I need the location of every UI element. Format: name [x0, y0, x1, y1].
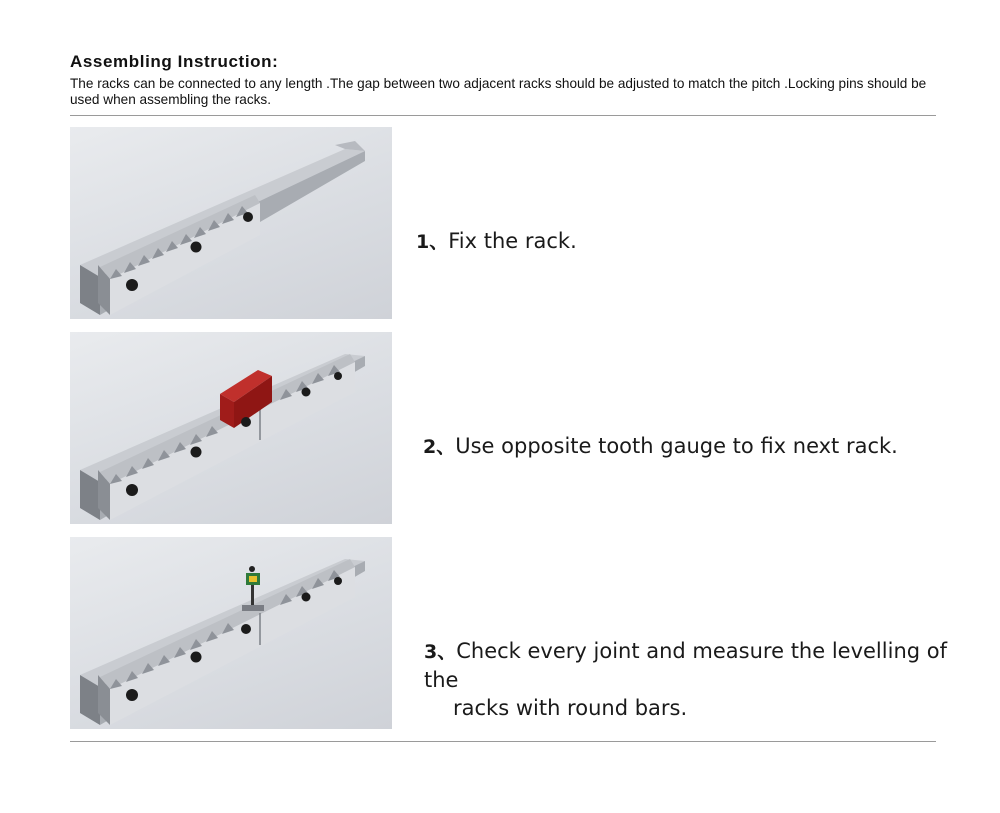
bottom-divider [70, 741, 936, 742]
step-3-text: Check every joint and measure the levelling of the [424, 639, 947, 692]
step-2 [423, 432, 898, 459]
rack-image-step-3 [70, 537, 392, 729]
page-title: Assembling Instruction: [70, 52, 279, 71]
step-3 [424, 637, 964, 722]
step-1 [416, 227, 577, 254]
intro-text: The racks can be connected to any length .The gap between two adjacent racks should be adjusted to match the pitch .Locking pins should be used when assembling the racks. [70, 76, 927, 107]
step-3-text-continued: racks with round bars. [453, 696, 688, 720]
step-2-text: Use opposite tooth gauge to fix next rack. [455, 434, 898, 458]
rack-image-step-2 [70, 332, 392, 524]
rack-image-step-1 [70, 127, 392, 319]
step-1-text: Fix the rack. [448, 229, 577, 253]
step-2-number: 2、 [423, 436, 456, 458]
step-3-number: 3、 [424, 641, 457, 663]
step-1-number: 1、 [416, 231, 449, 253]
top-divider [70, 115, 936, 116]
